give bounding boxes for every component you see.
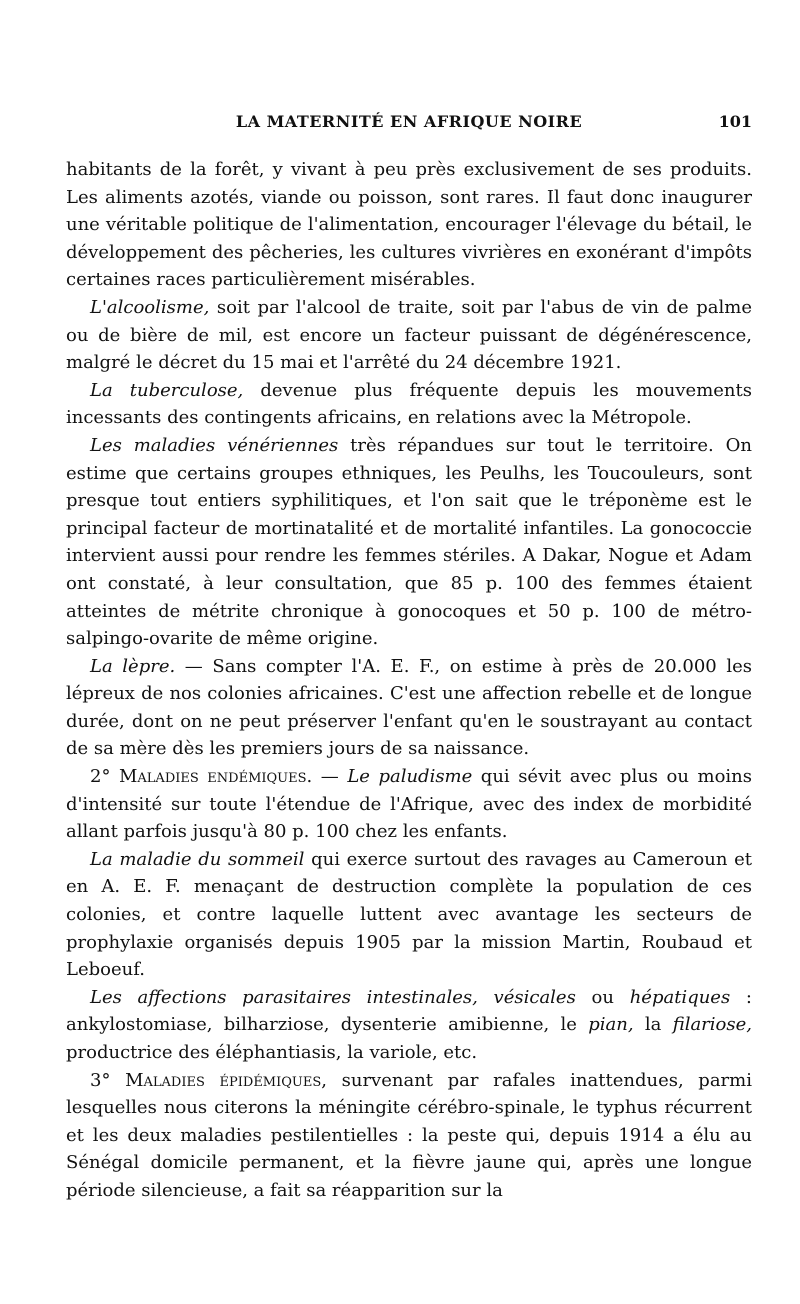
book-page xyxy=(66,112,752,1205)
paragraph-epidemic xyxy=(66,1067,752,1205)
paragraph-lead: Les maladies vénériennes xyxy=(90,434,339,456)
paragraph-text: productrice des éléphantiasis, la variole, etc. xyxy=(66,1042,478,1063)
paragraph-text: : ankylostomiase, bilharziose, dysenterie amibienne, le xyxy=(66,986,752,1036)
paragraph-text: soit par l'alcool de traite, soit par l'abus de vin de palme ou de bière de mil, est encore un facteur puissant de dégénérescence, malgré le décret du 15 mai et l'arrêté du 24 décembre 1921. xyxy=(66,296,752,374)
section-heading: Maladies endémiques. xyxy=(118,766,313,788)
paragraph-endemic xyxy=(66,763,752,846)
section-number: 2° xyxy=(90,766,119,788)
paragraph-lead: La tuberculose, xyxy=(90,379,244,401)
paragraph-text: qui exerce surtout des ravages au Cameroun et en A. E. F. menaçant de destruction complète la population de ces colonies, et contre laquelle luttent avec avantage les secteurs de prophylaxie organisés depuis 1905 par la mission Martin, Roubaud et Leboeuf. xyxy=(66,848,752,981)
paragraph-tuberculosis xyxy=(66,377,752,432)
dash: — xyxy=(312,766,348,788)
paragraph-text: très répandues sur tout le territoire. On estime que certains groupes ethniques, les Peulhs, les Toucouleurs, sont presque tout entiers syphilitiques, et l'on sait que le tréponème est le principal facteur de mortinatalité et de mortalité infantiles. La gonococcie intervient aussi pour rendre les femmes stériles. A Dakar, Nogue et Adam ont constaté, à leur consultation, que 85 p. 100 des femmes étaient atteintes de métrite chronique à gonocoques et 50 p. 100 de métro-salpingo-ovarite de même origine. xyxy=(66,434,752,650)
paragraph-text: qui sévit avec plus ou moins d'intensité sur toute l'étendue de l'Afrique, avec des index de morbidité allant parfois jusqu'à 80 p. 100 chez les enfants. xyxy=(66,766,752,843)
paragraph-text: la xyxy=(633,1014,673,1036)
page-number: 101 xyxy=(718,112,752,131)
connector: ou xyxy=(575,986,630,1008)
paragraph-leprosy xyxy=(66,653,752,763)
body-text xyxy=(66,156,752,1205)
paragraph-text: devenue plus fréquente depuis les mouvements incessants des contingents africains, en relations avec la Métropole. xyxy=(66,379,752,429)
paragraph-lead: hépatiques xyxy=(629,986,731,1008)
page-header xyxy=(66,112,752,142)
paragraph-text: habitants de la forêt, y vivant à peu près exclusivement de ses produits. Les aliments azotés, viande ou poisson, sont rares. Il faut donc inaugurer une véritable politique de l'alimentation, encourager l'élevage du bétail, le développement des pêcheries, les cultures vivrières en exonérant d'impôts certaines races particulièrement misérables. xyxy=(66,159,752,291)
paragraph-lead: Le paludisme xyxy=(347,766,473,788)
paragraph-lead: filariose, xyxy=(672,1014,752,1036)
paragraph-food xyxy=(66,156,752,294)
paragraph-lead: pian, xyxy=(588,1014,634,1036)
paragraph-text: survenant par rafales inattendues, parmi lesquelles nous citerons la méningite cérébro-spinale, le typhus récurrent et les deux maladies pestilentielles : la peste qui, depuis 1914 a élu au Sénégal domicile permanent, et la fièvre jaune qui, après une longue période silencieuse, a fait sa réapparition sur la xyxy=(66,1069,752,1201)
paragraph-alcoholism xyxy=(66,294,752,377)
section-number: 3° xyxy=(90,1069,126,1091)
paragraph-lead: L'alcoolisme, xyxy=(90,296,210,318)
paragraph-sleeping-sickness xyxy=(66,846,752,984)
paragraph-venereal xyxy=(66,432,752,653)
paragraph-lead: La maladie du sommeil xyxy=(90,848,305,870)
paragraph-lead: Les affections parasitaires intestinales, vésicales xyxy=(90,986,576,1008)
paragraph-text: — Sans compter l'A. E. F., on estime à près de 20.000 les lépreux de nos colonies africaines. C'est une affection rebelle et de longue durée, dont on ne peut préserver l'enfant qu'en le soustrayant au contact de sa mère dès les premiers jours de sa naissance. xyxy=(66,655,752,760)
paragraph-parasitic xyxy=(66,984,752,1067)
paragraph-lead: La lèpre. xyxy=(90,655,176,677)
section-heading: Maladies épidémiques, xyxy=(125,1069,327,1091)
running-title: LA MATERNITÉ EN AFRIQUE NOIRE xyxy=(235,112,583,131)
